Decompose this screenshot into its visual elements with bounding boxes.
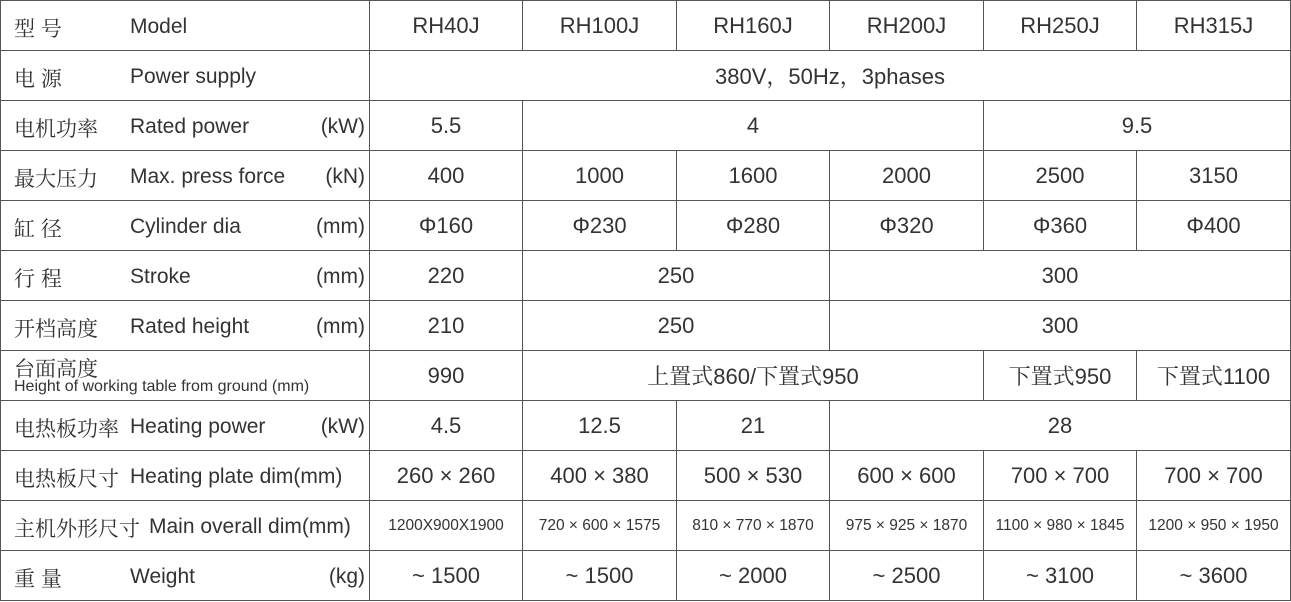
label-en: Heating plate dim(mm) xyxy=(130,465,343,488)
cell-rated-height: 300 xyxy=(830,301,1291,351)
cell-cylinder-dia: Φ160 xyxy=(370,201,523,251)
label-unit: (kN) xyxy=(325,165,365,188)
cell-weight: ~ 1500 xyxy=(523,551,677,601)
row-stroke xyxy=(1,251,1291,301)
cell-table-height: 下置式1100 xyxy=(1137,351,1291,401)
cell-weight: ~ 2000 xyxy=(677,551,830,601)
row-label xyxy=(1,201,370,251)
cell-plate-dim: 400 × 380 xyxy=(523,451,677,501)
cell-table-height: 上置式860/下置式950 xyxy=(523,351,984,401)
cell-rated-height: 250 xyxy=(523,301,830,351)
cell-power-supply: 380V，50Hz，3phases xyxy=(370,51,1291,101)
label-en: Main overall dim(mm) xyxy=(149,515,351,538)
label-zh: 电 源 xyxy=(14,68,62,91)
row-label xyxy=(1,401,370,451)
cell-weight: ~ 1500 xyxy=(370,551,523,601)
cell-plate-dim: 260 × 260 xyxy=(370,451,523,501)
row-table-height xyxy=(1,351,1291,401)
label-zh: 电热板功率 xyxy=(14,418,119,441)
cell-heating-power: 21 xyxy=(677,401,830,451)
label-zh: 台面高度 xyxy=(14,358,98,381)
cell-stroke: 250 xyxy=(523,251,830,301)
cell-plate-dim: 500 × 530 xyxy=(677,451,830,501)
cell-weight: ~ 3100 xyxy=(984,551,1137,601)
label-zh: 开档高度 xyxy=(14,318,98,341)
row-label xyxy=(1,51,370,101)
label-en: Stroke xyxy=(130,265,191,288)
cell-weight: ~ 2500 xyxy=(830,551,984,601)
cell-model: RH250J xyxy=(984,1,1137,51)
label-zh: 重 量 xyxy=(14,568,62,591)
label-en: Power supply xyxy=(130,65,257,88)
cell-table-height: 下置式950 xyxy=(984,351,1137,401)
row-press-force xyxy=(1,151,1291,201)
cell-model: RH100J xyxy=(523,1,677,51)
cell-weight: ~ 3600 xyxy=(1137,551,1291,601)
label-en: Cylinder dia xyxy=(130,215,241,238)
cell-plate-dim: 700 × 700 xyxy=(1137,451,1291,501)
row-plate-dim xyxy=(1,451,1291,501)
cell-model: RH160J xyxy=(677,1,830,51)
cell-stroke: 300 xyxy=(830,251,1291,301)
cell-plate-dim: 700 × 700 xyxy=(984,451,1137,501)
label-unit: (mm) xyxy=(316,315,365,338)
label-en: Weight xyxy=(130,565,195,588)
label-unit: (mm) xyxy=(316,265,365,288)
cell-press-force: 3150 xyxy=(1137,151,1291,201)
label-zh: 主机外形尺寸 xyxy=(14,518,140,541)
cell-heating-power: 4.5 xyxy=(370,401,523,451)
row-power-supply xyxy=(1,51,1291,101)
cell-press-force: 2000 xyxy=(830,151,984,201)
row-label xyxy=(1,251,370,301)
label-zh: 行 程 xyxy=(14,268,62,291)
row-cylinder-dia xyxy=(1,201,1291,251)
row-label xyxy=(1,451,370,501)
cell-cylinder-dia: Φ360 xyxy=(984,201,1137,251)
label-en: Rated power xyxy=(130,115,250,138)
cell-model: RH315J xyxy=(1137,1,1291,51)
cell-cylinder-dia: Φ400 xyxy=(1137,201,1291,251)
label-unit: (kg) xyxy=(328,565,365,588)
cell-plate-dim: 600 × 600 xyxy=(830,451,984,501)
label-zh: 电机功率 xyxy=(14,118,98,141)
row-model xyxy=(1,1,1291,51)
row-rated-height xyxy=(1,301,1291,351)
cell-rated-power: 5.5 xyxy=(370,101,523,151)
label-zh: 缸 径 xyxy=(14,218,62,241)
cell-stroke: 220 xyxy=(370,251,523,301)
label-zh: 电热板尺寸 xyxy=(14,468,119,491)
cell-overall-dim: 1200X900X1900 xyxy=(370,501,523,551)
cell-overall-dim: 975 × 925 × 1870 xyxy=(830,501,984,551)
row-label xyxy=(1,101,370,151)
cell-press-force: 1600 xyxy=(677,151,830,201)
row-label xyxy=(1,301,370,351)
row-label xyxy=(1,351,370,401)
row-overall-dim xyxy=(1,501,1291,551)
cell-model: RH200J xyxy=(830,1,984,51)
label-en: Height of working table from ground (mm) xyxy=(14,378,310,395)
cell-overall-dim: 1100 × 980 × 1845 xyxy=(984,501,1137,551)
row-label xyxy=(1,501,370,551)
row-heating-power xyxy=(1,401,1291,451)
row-weight xyxy=(1,551,1291,601)
label-zh: 最大压力 xyxy=(14,168,98,191)
cell-table-height: 990 xyxy=(370,351,523,401)
cell-rated-height: 210 xyxy=(370,301,523,351)
row-label xyxy=(1,551,370,601)
cell-press-force: 400 xyxy=(370,151,523,201)
cell-model: RH40J xyxy=(370,1,523,51)
label-en: Heating power xyxy=(130,415,266,438)
label-zh: 型 号 xyxy=(14,18,62,41)
label-unit: (kW) xyxy=(320,115,365,138)
cell-overall-dim: 810 × 770 × 1870 xyxy=(677,501,830,551)
cell-cylinder-dia: Φ230 xyxy=(523,201,677,251)
cell-cylinder-dia: Φ280 xyxy=(677,201,830,251)
cell-heating-power: 12.5 xyxy=(523,401,677,451)
label-unit: (mm) xyxy=(316,215,365,238)
cell-press-force: 1000 xyxy=(523,151,677,201)
row-rated-power xyxy=(1,101,1291,151)
cell-rated-power: 9.5 xyxy=(984,101,1291,151)
label-en: Rated height xyxy=(130,315,250,338)
row-label xyxy=(1,1,370,51)
label-en: Model xyxy=(130,15,188,38)
cell-overall-dim: 1200 × 950 × 1950 xyxy=(1137,501,1291,551)
label-en: Max. press force xyxy=(130,165,286,188)
cell-rated-power: 4 xyxy=(523,101,984,151)
cell-heating-power: 28 xyxy=(830,401,1291,451)
label-unit: (kW) xyxy=(320,415,365,438)
cell-overall-dim: 720 × 600 × 1575 xyxy=(523,501,677,551)
cell-press-force: 2500 xyxy=(984,151,1137,201)
cell-cylinder-dia: Φ320 xyxy=(830,201,984,251)
row-label xyxy=(1,151,370,201)
